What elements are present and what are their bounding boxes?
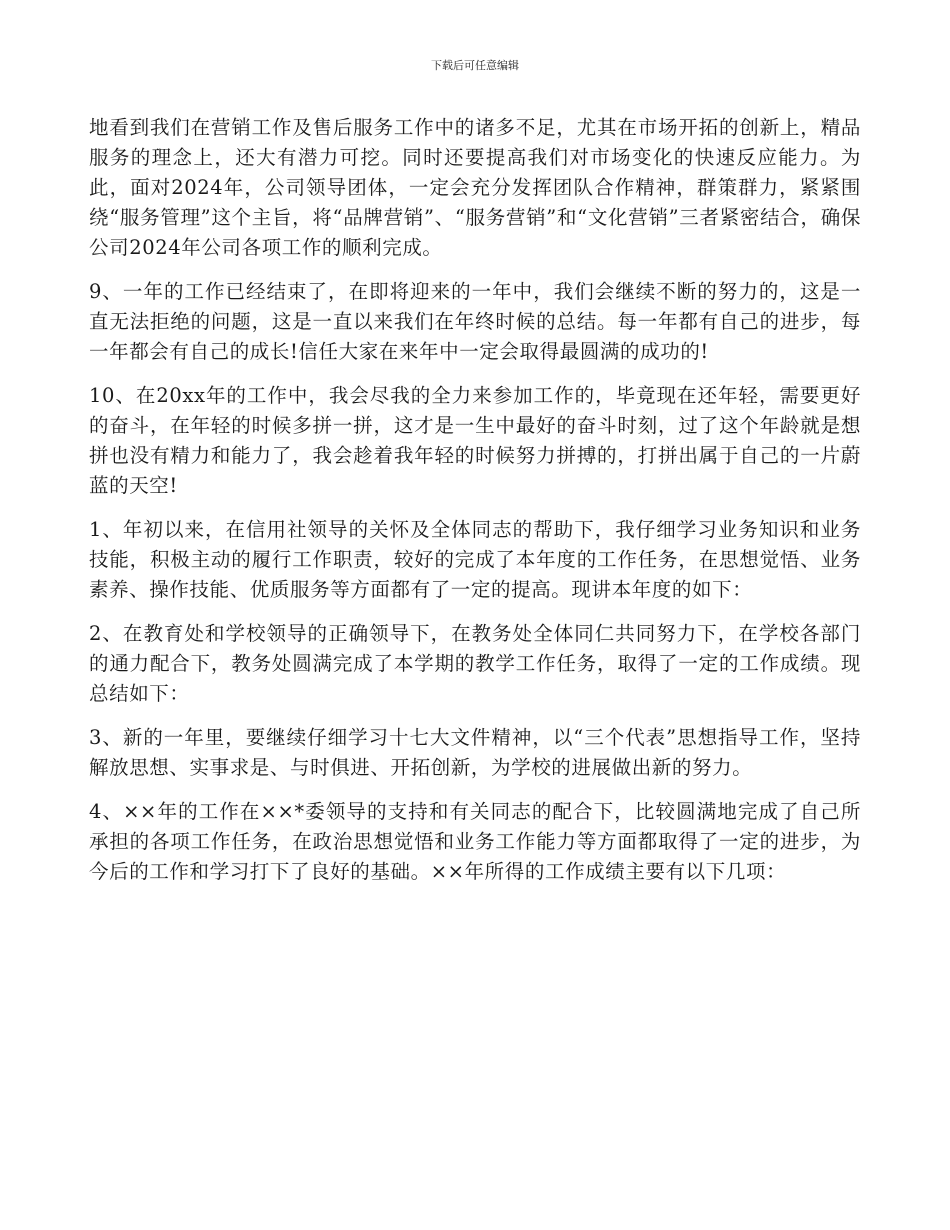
paragraph-4: 4、××年的工作在××*委领导的支持和有关同志的配合下，比较圆满地完成了自己所承担的各项工作任务，在政治思想觉悟和业务工作能力等方面都取得了一定的进步，为今后的工作和学习打下了良好的基础。××年所得的工作成绩主要有以下几项： bbox=[89, 800, 861, 883]
paragraph-1: 1、年初以来，在信用社领导的关怀及全体同志的帮助下，我仔细学习业务知识和业务技能，积极主动的履行工作职责，较好的完成了本年度的工作任务，在思想觉悟、业务素养、操作技能、优质服务等方面都有了一定的提高。现讲本年度的如下： bbox=[89, 518, 861, 601]
document-body bbox=[89, 113, 861, 901]
paragraph-intro: 地看到我们在营销工作及售后服务工作中的诸多不足，尤其在市场开拓的创新上，精品服务的理念上，还大有潜力可挖。同时还要提高我们对市场变化的快速反应能力。为此，面对2024年，公司领导团体，一定会充分发挥团队合作精神，群策群力，紧紧围绕“服务管理”这个主旨，将“品牌营销”、“服务营销”和“文化营销”三者紧密结合，确保公司2024年公司各项工作的顺利完成。 bbox=[89, 116, 861, 259]
paragraph-10: 10、在20xx年的工作中，我会尽我的全力来参加工作的，毕竟现在还年轻，需要更好的奋斗，在年轻的时候多拼一拼，这才是一生中最好的奋斗时刻，过了这个年龄就是想拼也没有精力和能力了，我会趁着我年轻的时候努力拼搏的，打拼出属于自己的一片蔚蓝的天空! bbox=[89, 384, 861, 497]
paragraph-2: 2、在教育处和学校领导的正确领导下，在教务处全体同仁共同努力下，在学校各部门的通力配合下，教务处圆满完成了本学期的教学工作任务，取得了一定的工作成绩。现总结如下： bbox=[89, 622, 861, 705]
page-header: 下载后可任意编辑 bbox=[431, 59, 519, 72]
paragraph-9: 9、一年的工作已经结束了，在即将迎来的一年中，我们会继续不断的努力的，这是一直无法拒绝的问题，这是一直以来我们在年终时候的总结。每一年都有自己的进步，每一年都会有自己的成长!信任大家在来年中一定会取得最圆满的成功的! bbox=[89, 280, 861, 363]
paragraph-3: 3、新的一年里，要继续仔细学习十七大文件精神，以“三个代表”思想指导工作，坚持解放思想、实事求是、与时俱进、开拓创新，为学校的进展做出新的努力。 bbox=[89, 726, 861, 779]
